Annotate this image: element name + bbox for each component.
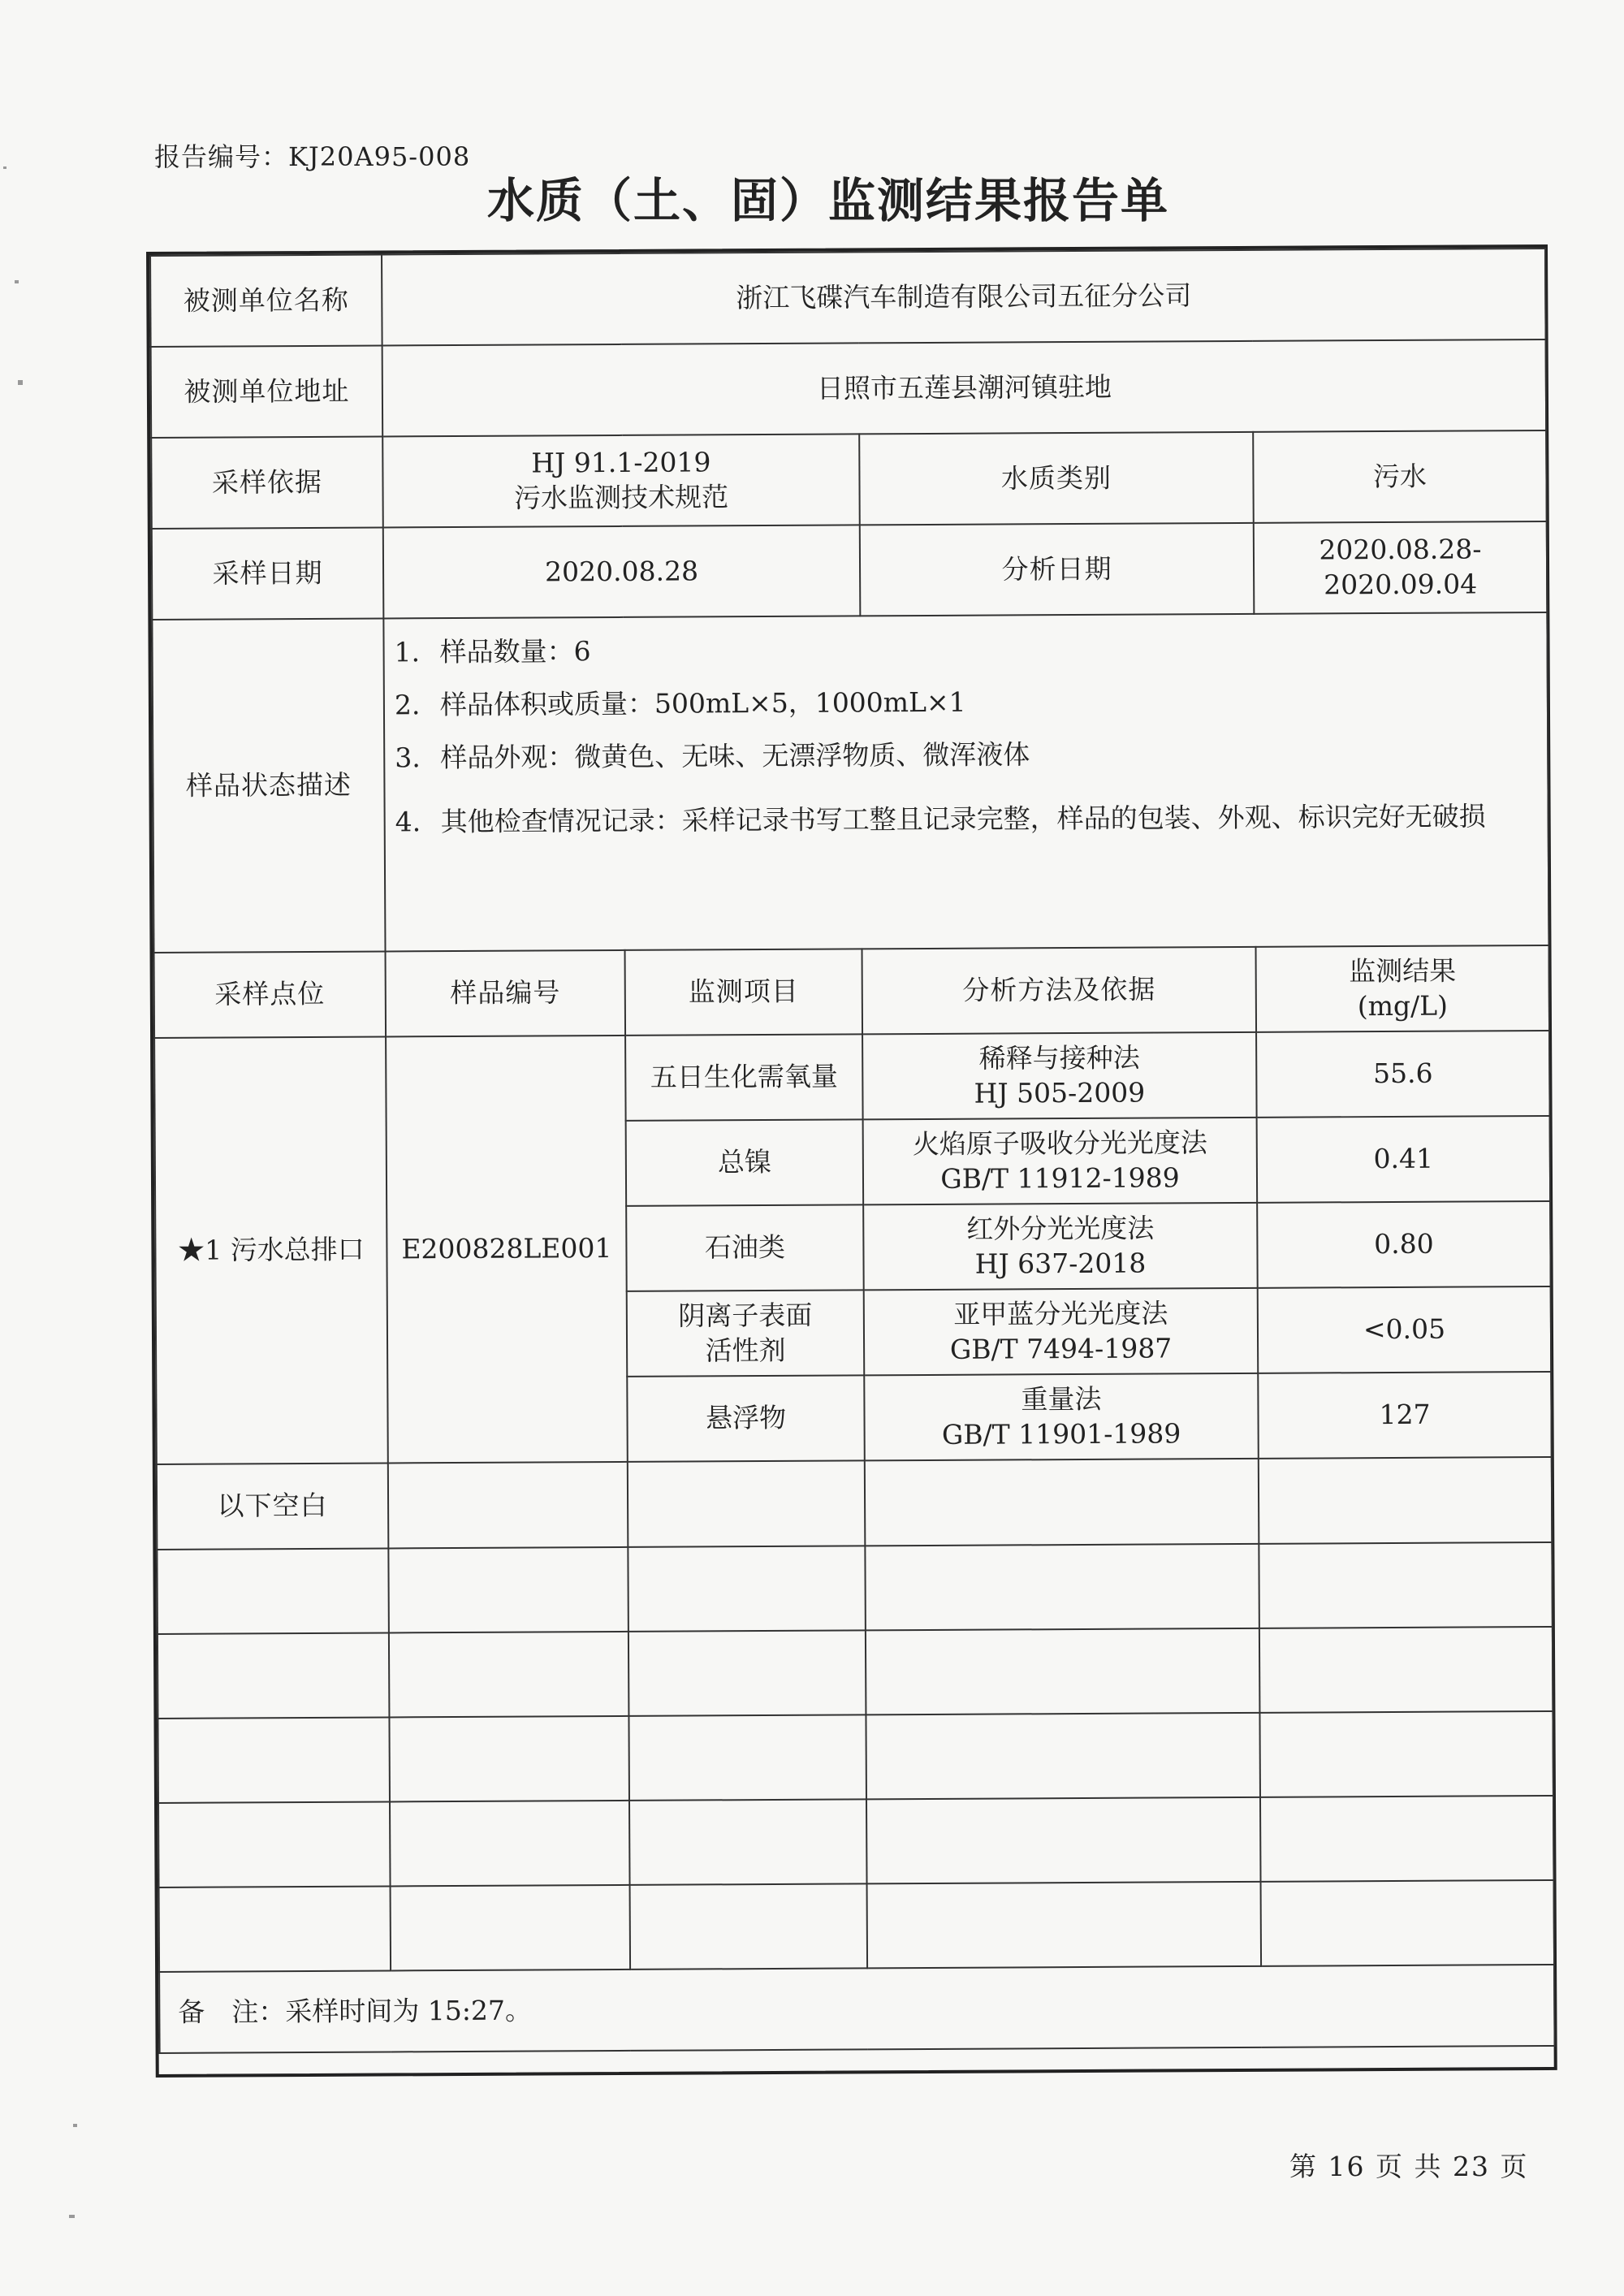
column-header-method: 分析方法及依据 (862, 947, 1257, 1035)
blank-label: 以下空白 (157, 1463, 389, 1549)
scan-speck (15, 280, 19, 283)
method-standard: HJ 505-2009 (974, 1076, 1146, 1109)
empty-cell (1259, 1457, 1553, 1544)
analysis-method (863, 1118, 1258, 1205)
list-item (395, 735, 1540, 776)
report-number-label: 报告编号： (154, 141, 289, 172)
empty-cell (390, 1801, 630, 1887)
report-number-value: KJ20A95-008 (288, 141, 471, 172)
sampling-basis-value (382, 434, 860, 527)
empty-cell (866, 1797, 1261, 1884)
sampling-basis-standard: HJ 91.1-2019 (531, 446, 711, 479)
column-header-result-unit: (mg/L) (1357, 989, 1449, 1022)
monitoring-item (627, 1290, 865, 1377)
result-value: 0.41 (1257, 1116, 1551, 1203)
empty-cell (389, 1632, 629, 1718)
empty-cell (1259, 1627, 1553, 1713)
list-item (395, 788, 1540, 850)
method-name: 火焰原子吸收分光光度法 (912, 1126, 1207, 1160)
note-row (159, 1965, 1555, 2053)
empty-cell (1260, 1796, 1554, 1882)
water-type-value: 污水 (1253, 430, 1547, 523)
unit-name-label: 被测单位名称 (150, 254, 382, 346)
empty-cell (628, 1460, 866, 1547)
page-number: 第 16 页 共 23 页 (1289, 2151, 1529, 2182)
sampling-basis-row (151, 430, 1547, 529)
sampling-point: ★1 污水总排口 (154, 1036, 388, 1464)
list-item-number: 1. (394, 636, 421, 668)
empty-cell (391, 1885, 631, 1971)
monitoring-item: 总镍 (626, 1119, 864, 1206)
empty-cell (1259, 1711, 1553, 1797)
unit-address-value: 日照市五莲县潮河镇驻地 (382, 339, 1547, 437)
report-table (149, 248, 1556, 2054)
page-title: 水质（土、固）监测结果报告单 (486, 173, 1169, 228)
blank-row (157, 1457, 1553, 1550)
note-cell (159, 1965, 1555, 2053)
method-name: 稀释与接种法 (978, 1041, 1140, 1074)
empty-row (157, 1542, 1553, 1634)
sample-state-label: 样品状态描述 (152, 618, 385, 952)
sample-state-row (152, 612, 1548, 953)
analysis-method (864, 1288, 1259, 1376)
sample-number: E200828LE001 (386, 1036, 628, 1464)
analysis-method (862, 1032, 1257, 1120)
empty-cell (867, 1882, 1262, 1969)
list-item-number: 3. (395, 742, 421, 774)
empty-cell (1261, 1880, 1555, 1966)
unit-address-row (151, 339, 1547, 438)
note-label: 备 注： (178, 1995, 286, 2028)
method-standard: GB/T 11912-1989 (940, 1161, 1180, 1195)
empty-cell (628, 1714, 866, 1801)
result-value: 55.6 (1256, 1031, 1550, 1118)
unit-name-value: 浙江飞碟汽车制造有限公司五征分公司 (382, 249, 1546, 346)
list-item-text: 样品体积或质量：500mL×5，1000mL×1 (439, 685, 966, 721)
list-item-text: 样品数量：6 (439, 635, 591, 668)
note-text: 采样时间为 15:27。 (285, 1994, 533, 2027)
empty-row (159, 1880, 1555, 1972)
analysis-method (864, 1373, 1259, 1461)
empty-cell (158, 1632, 390, 1718)
empty-row (158, 1711, 1553, 1803)
list-item-text: 其他检查情况记录：采样记录书写工整且记录完整，样品的包装、外观、标识完好无破损 (440, 800, 1486, 837)
report-sheet (146, 244, 1557, 2078)
sample-state-description (383, 612, 1548, 951)
empty-cell (389, 1716, 629, 1802)
sampling-date-label: 采样日期 (152, 527, 384, 619)
scan-speck (73, 2124, 77, 2127)
analysis-date-label: 分析日期 (860, 523, 1255, 616)
unit-address-label: 被测单位地址 (151, 345, 383, 437)
monitoring-item: 悬浮物 (627, 1375, 865, 1462)
list-item-text: 样品外观：微黄色、无味、无漂浮物质、微浑液体 (440, 738, 1030, 773)
method-name: 重量法 (1021, 1382, 1102, 1415)
empty-cell (628, 1630, 866, 1716)
scan-speck (69, 2215, 75, 2218)
column-header-point: 采样点位 (154, 951, 387, 1037)
method-standard: GB/T 11901-1989 (941, 1416, 1181, 1451)
empty-row (158, 1627, 1553, 1719)
list-item (394, 629, 1540, 670)
unit-name-row (150, 249, 1546, 347)
column-header-sample-no: 样品编号 (386, 950, 626, 1037)
scan-speck (3, 166, 6, 169)
empty-cell (630, 1883, 868, 1970)
empty-cell (865, 1544, 1259, 1631)
scan-speck (18, 380, 23, 385)
empty-cell (629, 1799, 867, 1885)
empty-cell (1259, 1542, 1553, 1628)
empty-cell (158, 1801, 391, 1887)
monitoring-item: 石油类 (626, 1204, 864, 1291)
empty-cell (157, 1548, 389, 1633)
result-value: 0.80 (1257, 1201, 1551, 1288)
analysis-date-value: 2020.08.28-2020.09.04 (1254, 521, 1548, 614)
column-header-result (1256, 945, 1550, 1032)
empty-cell (628, 1546, 866, 1632)
method-standard: GB/T 7494-1987 (949, 1331, 1173, 1365)
dates-row (152, 521, 1548, 620)
column-header-item: 监测项目 (625, 949, 863, 1036)
empty-cell (865, 1459, 1259, 1546)
list-item (395, 682, 1540, 723)
list-item-number: 2. (394, 689, 421, 721)
analysis-method (863, 1203, 1258, 1291)
column-header-result-title: 监测结果 (1349, 954, 1457, 987)
table-row (154, 1031, 1550, 1123)
empty-cell (388, 1547, 628, 1633)
result-value: 127 (1258, 1372, 1552, 1459)
empty-row (158, 1796, 1554, 1887)
sampling-basis-label: 采样依据 (151, 436, 383, 528)
water-type-label: 水质类别 (859, 432, 1254, 525)
empty-cell (159, 1886, 391, 1971)
method-name: 红外分光光度法 (966, 1212, 1155, 1245)
sampling-basis-name: 污水监测技术规范 (513, 481, 729, 514)
list-item-number: 4. (395, 805, 421, 838)
result-value: <0.05 (1258, 1286, 1552, 1373)
method-name: 亚甲蓝分光光度法 (953, 1297, 1168, 1330)
empty-cell (388, 1462, 628, 1549)
method-standard: HJ 637-2018 (974, 1247, 1147, 1280)
results-header-row (154, 945, 1550, 1038)
monitoring-item-text: 阴离子表面活性剂 (678, 1299, 813, 1366)
empty-cell (866, 1628, 1260, 1715)
empty-cell (866, 1713, 1260, 1800)
empty-cell (158, 1717, 390, 1802)
monitoring-item: 五日生化需氧量 (625, 1034, 863, 1121)
sampling-date-value: 2020.08.28 (383, 525, 861, 618)
